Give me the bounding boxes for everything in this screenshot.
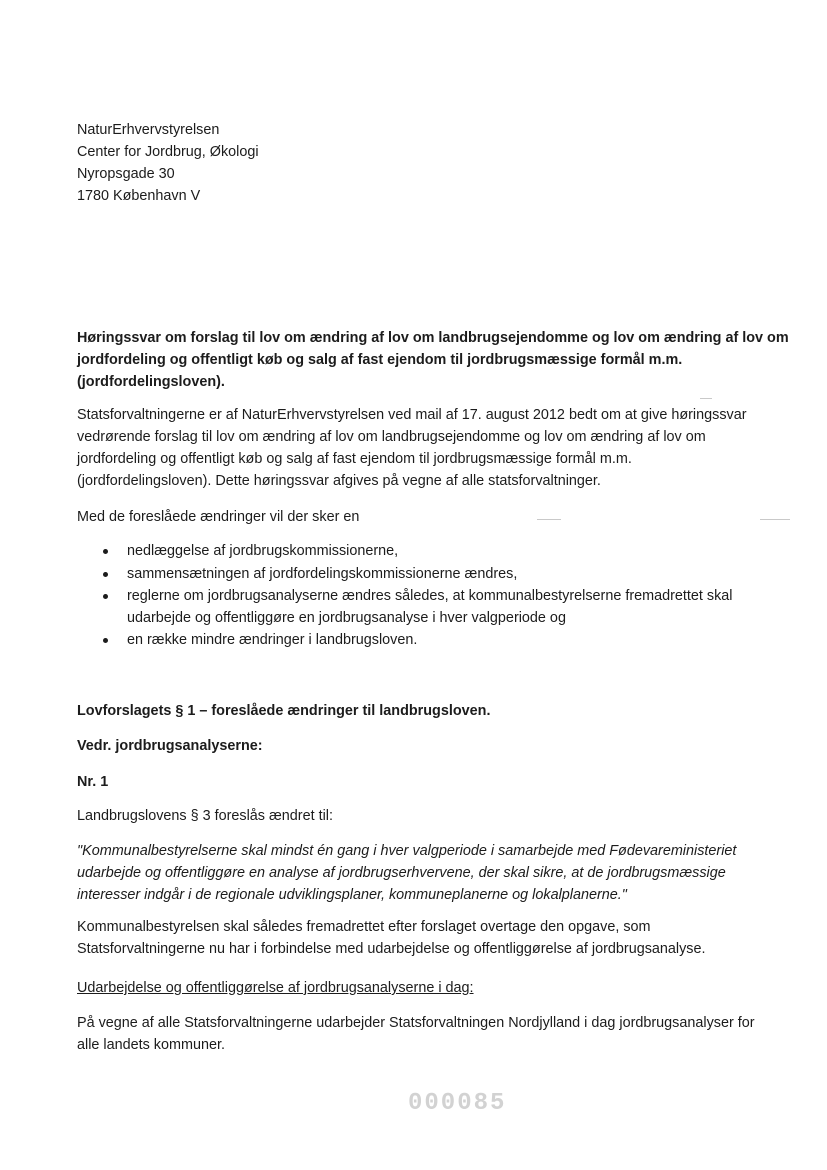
address-line-3: Nyropsgade 30 [77, 166, 175, 182]
quote-line-3: interesser indgår i de regionale udviklingsplaner, kommuneplanerne og lokalplanerne." [77, 887, 627, 903]
closing-line-2: alle landets kommuner. [77, 1037, 225, 1053]
list-item: nedlæggelse af jordbrugskommissionerne, [127, 543, 399, 559]
list-item: sammensætningen af jordfordelingskommissionerne ændres, [127, 566, 518, 582]
bullet-dot [103, 638, 108, 643]
recipient-address [77, 119, 259, 207]
underlined-heading: Udarbejdelse og offentliggørelse af jordbrugsanalyserne i dag: [77, 980, 474, 996]
heading-line-2: jordfordeling og offentligt køb og salg af fast ejendom til jordbrugsmæssige formål m.m. [77, 352, 683, 368]
item-number: Nr. 1 [77, 774, 109, 790]
intro-paragraph [77, 404, 747, 492]
section-title: Lovforslagets § 1 – foreslåede ændringer til landbrugsloven. [77, 703, 491, 719]
quote-line-2: udarbejde og offentliggøre en analyse af jordbrugserhvervene, der skal sikre, at de jordbrugsmæssige [77, 865, 726, 881]
changes-intro: Med de foreslåede ændringer vil der sker en [77, 509, 360, 525]
scan-artifact [537, 519, 561, 520]
document-heading [77, 327, 789, 393]
list-item: reglerne om jordbrugsanalyserne ændres således, at kommunalbestyrelserne fremadrettet skal [127, 588, 733, 604]
quote-line-1: "Kommunalbestyrelserne skal mindst én gang i hver valgperiode i samarbejde med Fødevareministeriet [77, 843, 737, 859]
consequence-line-1: Kommunalbestyrelsen skal således fremadrettet efter forslaget overtage den opgave, som [77, 919, 651, 935]
address-line-4: 1780 København V [77, 188, 201, 204]
intro-line-3: jordfordeling og offentligt køb og salg af fast ejendom til jordbrugsmæssige formål m.m. [77, 451, 632, 467]
scan-artifact [760, 519, 790, 520]
subsection-title: Vedr. jordbrugsanalyserne: [77, 738, 263, 754]
intro-line-4: (jordfordelingsloven). Dette høringssvar afgives på vegne af alle statsforvaltninger. [77, 473, 601, 489]
list-item-continuation: udarbejde og offentliggøre en jordbrugsanalyse i hver valgperiode og [127, 610, 566, 626]
bullet-dot [103, 549, 108, 554]
bullet-dot [103, 594, 108, 599]
list-item: en række mindre ændringer i landbrugsloven. [127, 632, 418, 648]
address-line-2: Center for Jordbrug, Økologi [77, 144, 259, 160]
consequence-paragraph [77, 916, 706, 960]
address-line-1: NaturErhvervstyrelsen [77, 122, 220, 138]
heading-line-3: (jordfordelingsloven). [77, 374, 225, 390]
bullet-dot [103, 572, 108, 577]
proposal-intro: Landbrugslovens § 3 foreslås ændret til: [77, 808, 333, 824]
closing-paragraph [77, 1012, 755, 1056]
page-stamp: 000085 [408, 1090, 507, 1117]
legal-quote [77, 840, 736, 906]
heading-line-1: Høringssvar om forslag til lov om ændring af lov om landbrugsejendomme og lov om ændring af lov om [77, 330, 789, 346]
closing-line-1: På vegne af alle Statsforvaltningerne udarbejder Statsforvaltningen Nordjylland i dag jordbrugsanalyser for [77, 1015, 755, 1031]
intro-line-1: Statsforvaltningerne er af NaturErhvervstyrelsen ved mail af 17. august 2012 bedt om at give høringssvar [77, 407, 747, 423]
scan-artifact [700, 398, 712, 399]
consequence-line-2: Statsforvaltningerne nu har i forbindelse med udarbejdelse og offentliggørelse af jordbrugsanalyse. [77, 941, 706, 957]
intro-line-2: vedrørende forslag til lov om ændring af lov om landbrugsejendomme og lov om ændring af lov om [77, 429, 706, 445]
